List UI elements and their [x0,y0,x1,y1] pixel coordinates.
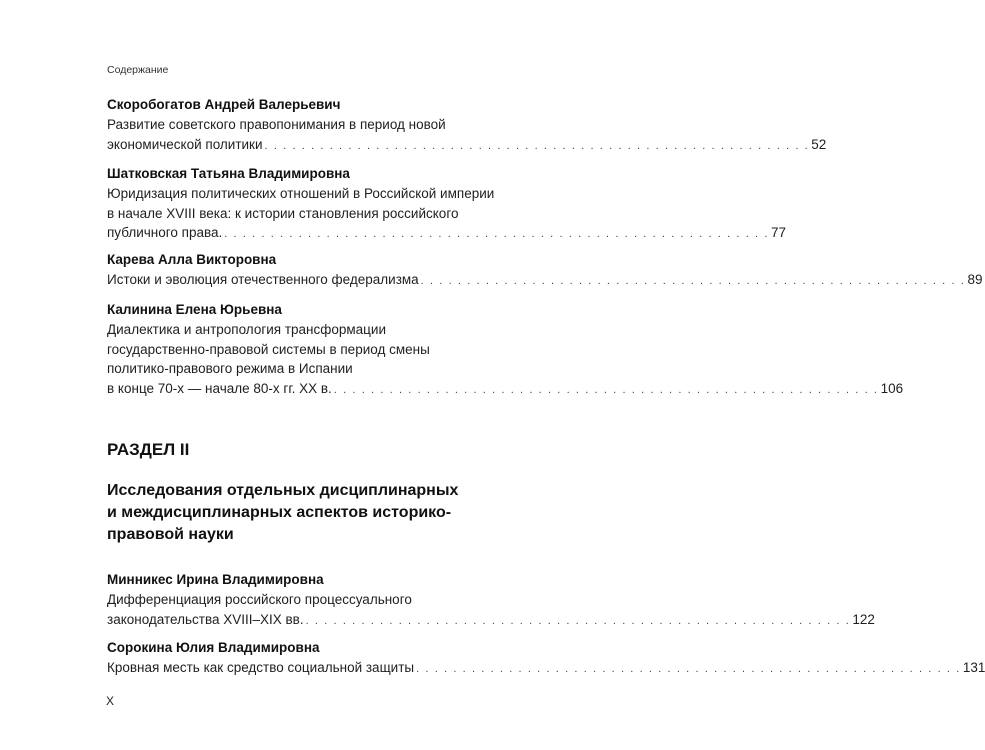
toc-author: Калинина Елена Юрьевна [107,302,282,317]
section-subtitle-line: и междисциплинарных аспектов историко- [107,504,452,521]
toc-title-line: в начале XVIII века: к истории становления российского [107,205,459,221]
toc-entry[interactable] [107,300,904,400]
page-number[interactable]: 52 [811,136,827,152]
toc-title-line: Юридизация политических отношений в Российской империи [107,186,495,201]
toc-author: Сорокина Юлия Владимировна [107,640,320,655]
toc-title-text: Истоки и эволюция отечественного федерализма [107,272,419,287]
toc-title-last-line [107,658,985,680]
toc-title-last-line [107,379,904,401]
running-head: Содержание [107,64,169,76]
dot-leader: . . . . . . . . . . . . . . . . . . . . . . . . . . . . . . . . . . . . . . . . . . . . . . . . . . . . . . . . . . . [416,663,961,675]
page-number[interactable]: 131 [962,660,985,675]
toc-entry[interactable] [107,164,787,245]
toc-title-line: государственно-правовой системы в период смены [107,341,430,357]
section-subtitle [107,480,507,546]
toc-entry[interactable] [107,95,827,156]
toc-title-text: Кровная месть как средство социальной защиты [107,660,415,675]
dot-leader: . . . . . . . . . . . . . . . . . . . . . . . . . . . . . . . . . . . . . . . . . . . . . . . . . . . . . . . . . . . [224,228,770,240]
toc-title-text: экономической политики [107,136,263,152]
page-number[interactable]: 122 [852,611,875,627]
toc-title-last-line [107,270,983,292]
toc-author: Скоробогатов Андрей Валерьевич [107,97,341,112]
toc-title-last-line [107,223,787,245]
page-folio: X [106,694,115,708]
toc-title-line: Дифференциация российского процессуального [107,592,412,607]
toc-entry[interactable] [107,250,983,292]
toc-title-text: в конце 70-х — начале 80-х гг. XX в. [107,380,332,396]
page-number[interactable]: 77 [771,225,787,240]
toc-title-text: публичного права. [107,225,223,240]
section-subtitle-line: Исследования отдельных дисциплинарных [107,482,459,499]
toc-title-line: политико-правового режима в Испании [107,361,353,376]
dot-leader: . . . . . . . . . . . . . . . . . . . . . . . . . . . . . . . . . . . . . . . . . . . . . . . . . . . . . . . . . . . [420,275,966,287]
section-title: РАЗДЕЛ II [107,440,190,459]
page-number[interactable]: 106 [880,380,904,396]
toc-title-line: Развитие советского правопонимания в период новой [107,117,446,132]
toc-title-last-line [107,135,827,157]
toc-author: Минникес Ирина Владимировна [107,572,324,587]
section-subtitle-line: правовой науки [107,526,234,543]
dot-leader: . . . . . . . . . . . . . . . . . . . . . . . . . . . . . . . . . . . . . . . . . . . . . . . . . . . . . . . . . . . [264,139,810,152]
dot-leader: . . . . . . . . . . . . . . . . . . . . . . . . . . . . . . . . . . . . . . . . . . . . . . . . . . . . . . . . . . . [333,383,879,396]
toc-author: Карева Алла Викторовна [107,252,277,267]
toc-title-text: законодательства XVIII–XIX вв. [107,611,304,627]
toc-author: Шатковская Татьяна Владимировна [107,166,350,181]
dot-leader: . . . . . . . . . . . . . . . . . . . . . . . . . . . . . . . . . . . . . . . . . . . . . . . . . . . . . . . . . . . [305,614,851,627]
page-number[interactable]: 89 [967,272,983,287]
toc-title-last-line [107,610,875,632]
toc-entry[interactable] [107,570,875,631]
toc-title-line: Диалектика и антропология трансформации [107,322,386,337]
toc-entry[interactable] [107,638,985,680]
